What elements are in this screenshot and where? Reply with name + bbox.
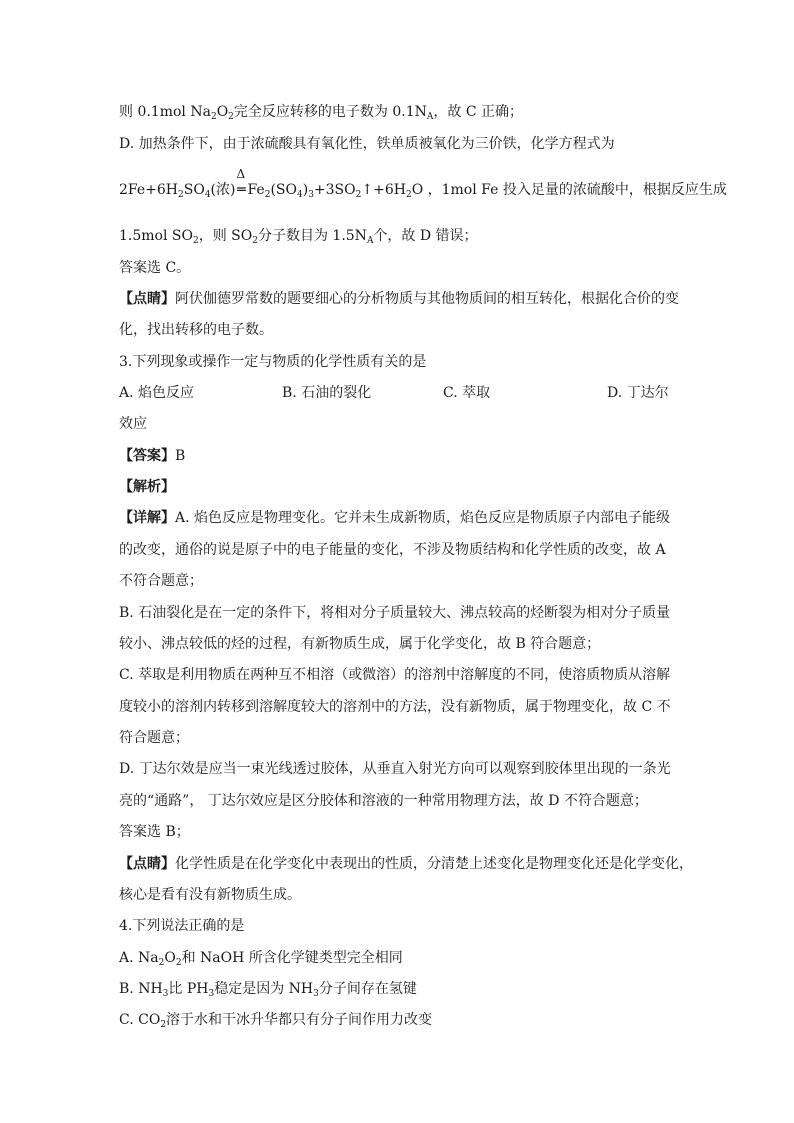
text-line: 核心是看有没有新物质生成。 <box>119 887 301 903</box>
text-line: 【详解】A. 焰色反应是物理变化。它并未生成新物质，焰色反应是物质原子内部电子能级 <box>119 510 671 526</box>
text-line: 答案选 B； <box>119 824 190 840</box>
text-line: 1.5mol $SO_2$，则 $SO_2$分子数目为 $1.5N_A$个，故 D 错误； <box>119 228 478 246</box>
text-line: 答案选 C。 <box>119 260 191 276</box>
text-line: 的改变，通俗的说是原子中的电子能量的变化，不涉及物质结构和化学性质的改变，故 A <box>119 542 666 558</box>
option-c: C. $CO_2$溶于水和干冰升华都只有分子间作用力改变 <box>119 1012 433 1030</box>
question-4: 4.下列说法正确的是 <box>119 918 245 934</box>
section-tag: 【点睛】 <box>119 856 175 872</box>
text-line: D. 丁达尔效是应当一束光线透过胶体，从垂直入射光方向可以观察到胶体里出现的一条光 <box>119 761 671 777</box>
text-line: 亮的“通路”， 丁达尔效应是区分胶体和溶液的一种常用物理方法，故 D 不符合题意； <box>119 793 648 809</box>
text-line: 符合题意； <box>119 730 189 746</box>
answer-line: 【答案】B <box>119 448 186 464</box>
equation-line: $2Fe+6H_2SO_4$(浓) Δ ═ $Fe_2(SO_4)_3+3SO_2↑+6H_2O$ ，1mol Fe 投入足量的浓硫酸中，根据反应生成 <box>119 167 727 200</box>
option-d: D. 丁达尔 <box>607 385 669 401</box>
text-line: 不符合题意； <box>119 573 203 589</box>
text-line: 【点睛】阿伏伽德罗常数的题要细心的分析物质与其他物质间的相互转化，根据化合价的变 <box>119 291 679 307</box>
text-line: B. 石油裂化是在一定的条件下，将相对分子质量较大、沸点较高的烃断裂为相对分子质量 <box>119 605 671 621</box>
option-b: B. 石油的裂化 <box>282 385 372 401</box>
section-tag: 【详解】 <box>119 510 175 526</box>
text-line: 则 0.1mol $Na_2O_2$完全反应转移的电子数为 $0.1N_A$，故 C 正确； <box>119 104 523 122</box>
text-line: 较小、沸点较低的烃的过程，有新物质生成，属于化学变化，故 B 符合题意； <box>119 636 601 652</box>
text-line: C. 萃取是利用物质在两种互不相溶（或微溶）的溶剂中溶解度的不同，使溶质物质从溶解 <box>119 667 671 683</box>
section-tag: 【点睛】 <box>119 291 175 307</box>
question-3: 3.下列现象或操作一定与物质的化学性质有关的是 <box>119 354 427 370</box>
text-line: D. 加热条件下，由于浓硫酸具有氧化性，铁单质被氧化为三价铁，化学方程式为 <box>119 136 615 152</box>
text-line: 【点睛】化学性质是在化学变化中表现出的性质，分清楚上述变化是物理变化还是化学变化， <box>119 856 693 872</box>
section-tag: 【答案】 <box>119 448 175 464</box>
section-tag: 【解析】 <box>119 479 175 495</box>
option-a: A. $Na_2O_2$和 NaOH 所含化学键类型完全相同 <box>119 950 403 968</box>
option-b: B. $NH_3$比 $PH_3$稳定是因为 $NH_3$分子间存在氢键 <box>119 981 417 999</box>
option-d-continued: 效应 <box>119 416 147 432</box>
option-a: A. 焰色反应 <box>119 385 195 401</box>
heat-symbol: Δ <box>236 167 246 181</box>
option-c: C. 萃取 <box>443 385 491 401</box>
text-line: 度较小的溶剂内转移到溶解度较大的溶剂中的方法，没有新物质，属于物理变化，故 C 不 <box>119 699 671 715</box>
text-line: 化，找出转移的电子数。 <box>119 322 273 338</box>
